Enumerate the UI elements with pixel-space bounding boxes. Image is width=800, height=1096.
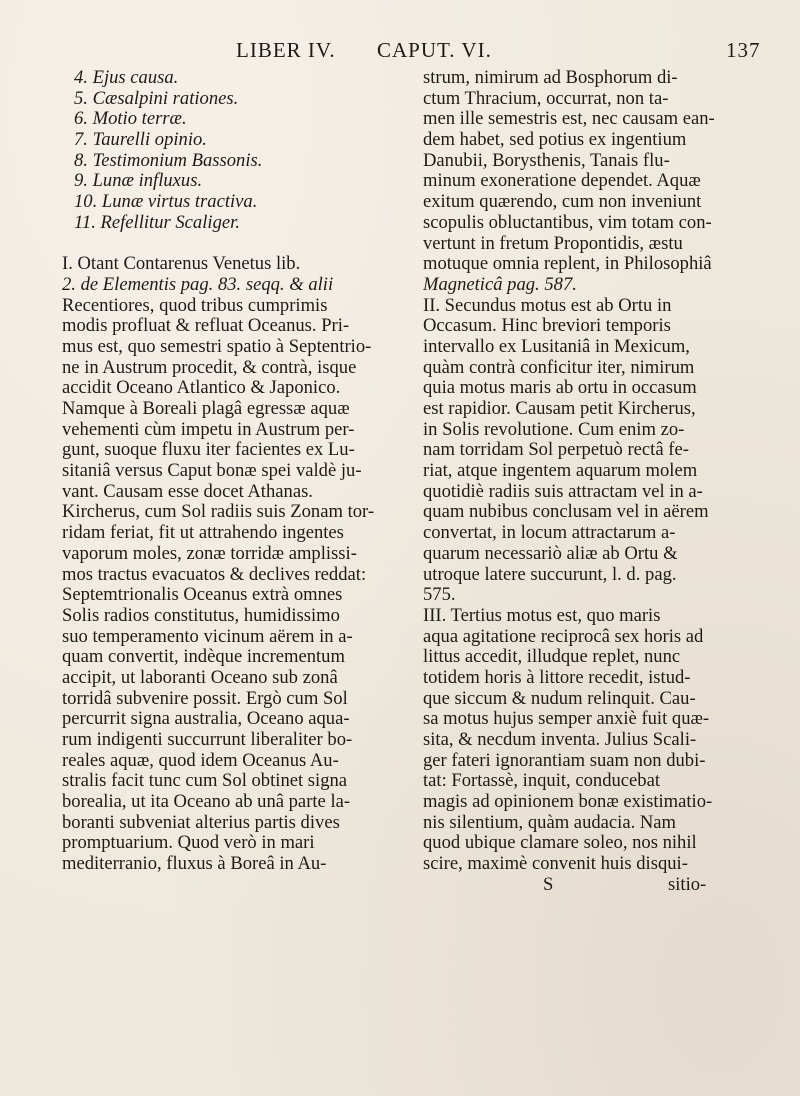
text-line: Recentiores, quod tribus cumprimis xyxy=(62,295,328,316)
summary-item: 7. Taurelli opinio. xyxy=(74,130,207,151)
catchword: sitio- xyxy=(668,874,707,895)
text-line: ctum Thracium, occurrat, non ta- xyxy=(423,88,669,109)
text-line: accipit, ut laboranti Oceano sub zonâ xyxy=(62,667,338,688)
text-line: percurrit signa australia, Oceano aqua- xyxy=(62,709,350,730)
summary-item: 6. Motio terræ. xyxy=(74,109,187,130)
text-line: rum indigenti succurrunt liberaliter bo- xyxy=(62,730,353,750)
text-line: 2. de Elementis pag. 83. seqq. & alii xyxy=(62,274,334,295)
text-line: littus accedit, illudque replet, nunc xyxy=(423,647,681,668)
text-line: quarum necessariò aliæ ab Ortu & xyxy=(423,543,678,564)
text-line: vaporum moles, zonæ torridæ amplissi- xyxy=(62,543,357,564)
text-line: promptuarium. Quod verò in mari xyxy=(62,833,315,854)
text-line: intervallo ex Lusitaniâ in Mexicum, xyxy=(423,336,690,357)
text-line: riat, atque ingentem aquarum molem xyxy=(423,461,698,482)
text-line: utroque latere succurunt, l. d. pag. xyxy=(423,564,677,585)
left-column xyxy=(62,68,402,875)
text-line: 575. xyxy=(423,585,456,606)
text-line: II. Secundus motus est ab Ortu in xyxy=(423,295,672,316)
text-line: quotidiè radiis suis attractam vel in a- xyxy=(423,481,703,502)
text-line: dem habet, sed potius ex ingentium xyxy=(423,130,687,151)
text-line: vehementi cùm impetu in Austrum per- xyxy=(62,419,355,440)
text-line: tat: Fortassè, inquit, conducebat xyxy=(423,771,661,792)
text-line: magis ad opinionem bonæ existimatio- xyxy=(423,792,713,813)
text-line: mus est, quo semestri spatio à Septentrio- xyxy=(62,336,372,357)
text-line: quod ubique clamare soleo, nos nihil xyxy=(423,833,697,854)
text-line: est rapidior. Causam petit Kircherus, xyxy=(423,399,696,419)
running-header xyxy=(0,38,800,64)
text-line: stralis facit tunc cum Sol obtinet signa xyxy=(62,771,348,792)
chapter-summary-list xyxy=(62,68,402,234)
text-line: quàm contrà conficitur iter, nimirum xyxy=(423,357,695,378)
text-line: I. Otant Contarenus Venetus lib. xyxy=(62,254,301,275)
text-line: minum exoneratione dependet. Aquæ xyxy=(423,171,701,192)
text-line: quam convertit, indèque incrementum xyxy=(62,647,345,668)
text-line: borealia, ut ita Oceano ab unâ parte la- xyxy=(62,792,351,813)
text-line: men ille semestris est, nec causam ean- xyxy=(423,109,715,130)
chapter-title: CAPUT. VI. xyxy=(377,38,492,62)
text-line: nam torridam Sol perpetuò rectâ fe- xyxy=(423,440,689,461)
summary-item: 9. Lunæ influxus. xyxy=(74,171,203,192)
text-line: in Solis revolutione. Cum enim zo- xyxy=(423,419,685,440)
text-line: nis silentium, quàm audacia. Nam xyxy=(423,812,677,833)
text-line: totidem horis à littore recedit, istud- xyxy=(423,667,691,688)
text-line: sa motus hujus semper anxiè fuit quæ- xyxy=(423,709,710,730)
footer-line xyxy=(423,875,778,896)
text-line: sita, & necdum inventa. Julius Scali- xyxy=(423,730,697,750)
text-line: accidit Oceano Atlantico & Japonico. xyxy=(62,378,341,399)
text-line: Magneticâ pag. 587. xyxy=(423,274,577,295)
text-line: modis profluat & refluat Oceanus. Pri- xyxy=(62,316,350,337)
text-line: Occasum. Hinc breviori temporis xyxy=(423,316,671,337)
text-line: motuque omnia replent, in Philosophiâ xyxy=(423,254,712,275)
text-line: ger fateri ignorantiam suam non dubi- xyxy=(423,750,706,771)
summary-item: 8. Testimonium Bassonis. xyxy=(74,150,263,171)
text-line: convertat, in locum attractarum a- xyxy=(423,523,676,544)
text-line: que siccum & nudum relinquit. Cau- xyxy=(423,688,696,709)
right-column xyxy=(423,68,778,896)
page-number: 137 xyxy=(726,38,761,62)
signature-mark: S xyxy=(543,874,554,895)
text-line: ne in Austrum procedit, & contrà, isque xyxy=(62,357,357,378)
summary-item: 10. Lunæ virtus tractiva. xyxy=(74,192,258,213)
text-line: III. Tertius motus est, quo maris xyxy=(423,605,661,626)
text-line: strum, nimirum ad Bosphorum di- xyxy=(423,68,678,88)
text-line: scire, maximè convenit huis disqui- xyxy=(423,854,688,875)
summary-item: 5. Cæsalpini rationes. xyxy=(74,88,239,109)
text-line: reales aquæ, quod idem Oceanus Au- xyxy=(62,750,339,771)
text-line: Namque à Boreali plagâ egressæ aquæ xyxy=(62,399,350,419)
summary-item: 11. Refellitur Scaliger. xyxy=(74,212,240,233)
book-title: LIBER IV. xyxy=(236,38,336,62)
text-line: Solis radios constitutus, humidissimo xyxy=(62,605,340,626)
text-line: gunt, suoque fluxu iter facientes ex Lu- xyxy=(62,440,355,461)
text-line: quam nubibus conclusam vel in aërem xyxy=(423,502,709,523)
text-line: Kircherus, cum Sol radiis suis Zonam tor- xyxy=(62,502,375,523)
text-line: suo temperamento vicinum aërem in a- xyxy=(62,626,353,647)
text-line: vant. Causam esse docet Athanas. xyxy=(62,481,313,502)
text-line: torridâ subvenire possit. Ergò cum Sol xyxy=(62,688,348,709)
text-line: Danubii, Borysthenis, Tanais flu- xyxy=(423,150,670,171)
summary-item: 4. Ejus causa. xyxy=(74,68,179,88)
text-line: Septemtrionalis Oceanus extrà omnes xyxy=(62,585,343,606)
text-line: mediterranio, fluxus à Boreâ in Au- xyxy=(62,854,327,875)
text-line: exitum quærendo, cum non inveniunt xyxy=(423,192,702,213)
body-text-left xyxy=(62,254,402,875)
text-line: vertunt in fretum Propontidis, æstu xyxy=(423,233,683,254)
text-line: mos tractus evacuatos & declives reddat: xyxy=(62,564,367,585)
text-line: scopulis obluctantibus, vim totam con- xyxy=(423,212,712,233)
text-line: aqua agitatione reciprocâ sex horis ad xyxy=(423,626,704,647)
text-line: ridam feriat, fit ut attrahendo ingentes xyxy=(62,523,344,544)
text-line: quia motus maris ab ortu in occasum xyxy=(423,378,697,399)
text-line: boranti subveniat alterius partis dives xyxy=(62,812,340,833)
text-line: sitaniâ versus Caput bonæ spei valdè ju- xyxy=(62,461,362,482)
